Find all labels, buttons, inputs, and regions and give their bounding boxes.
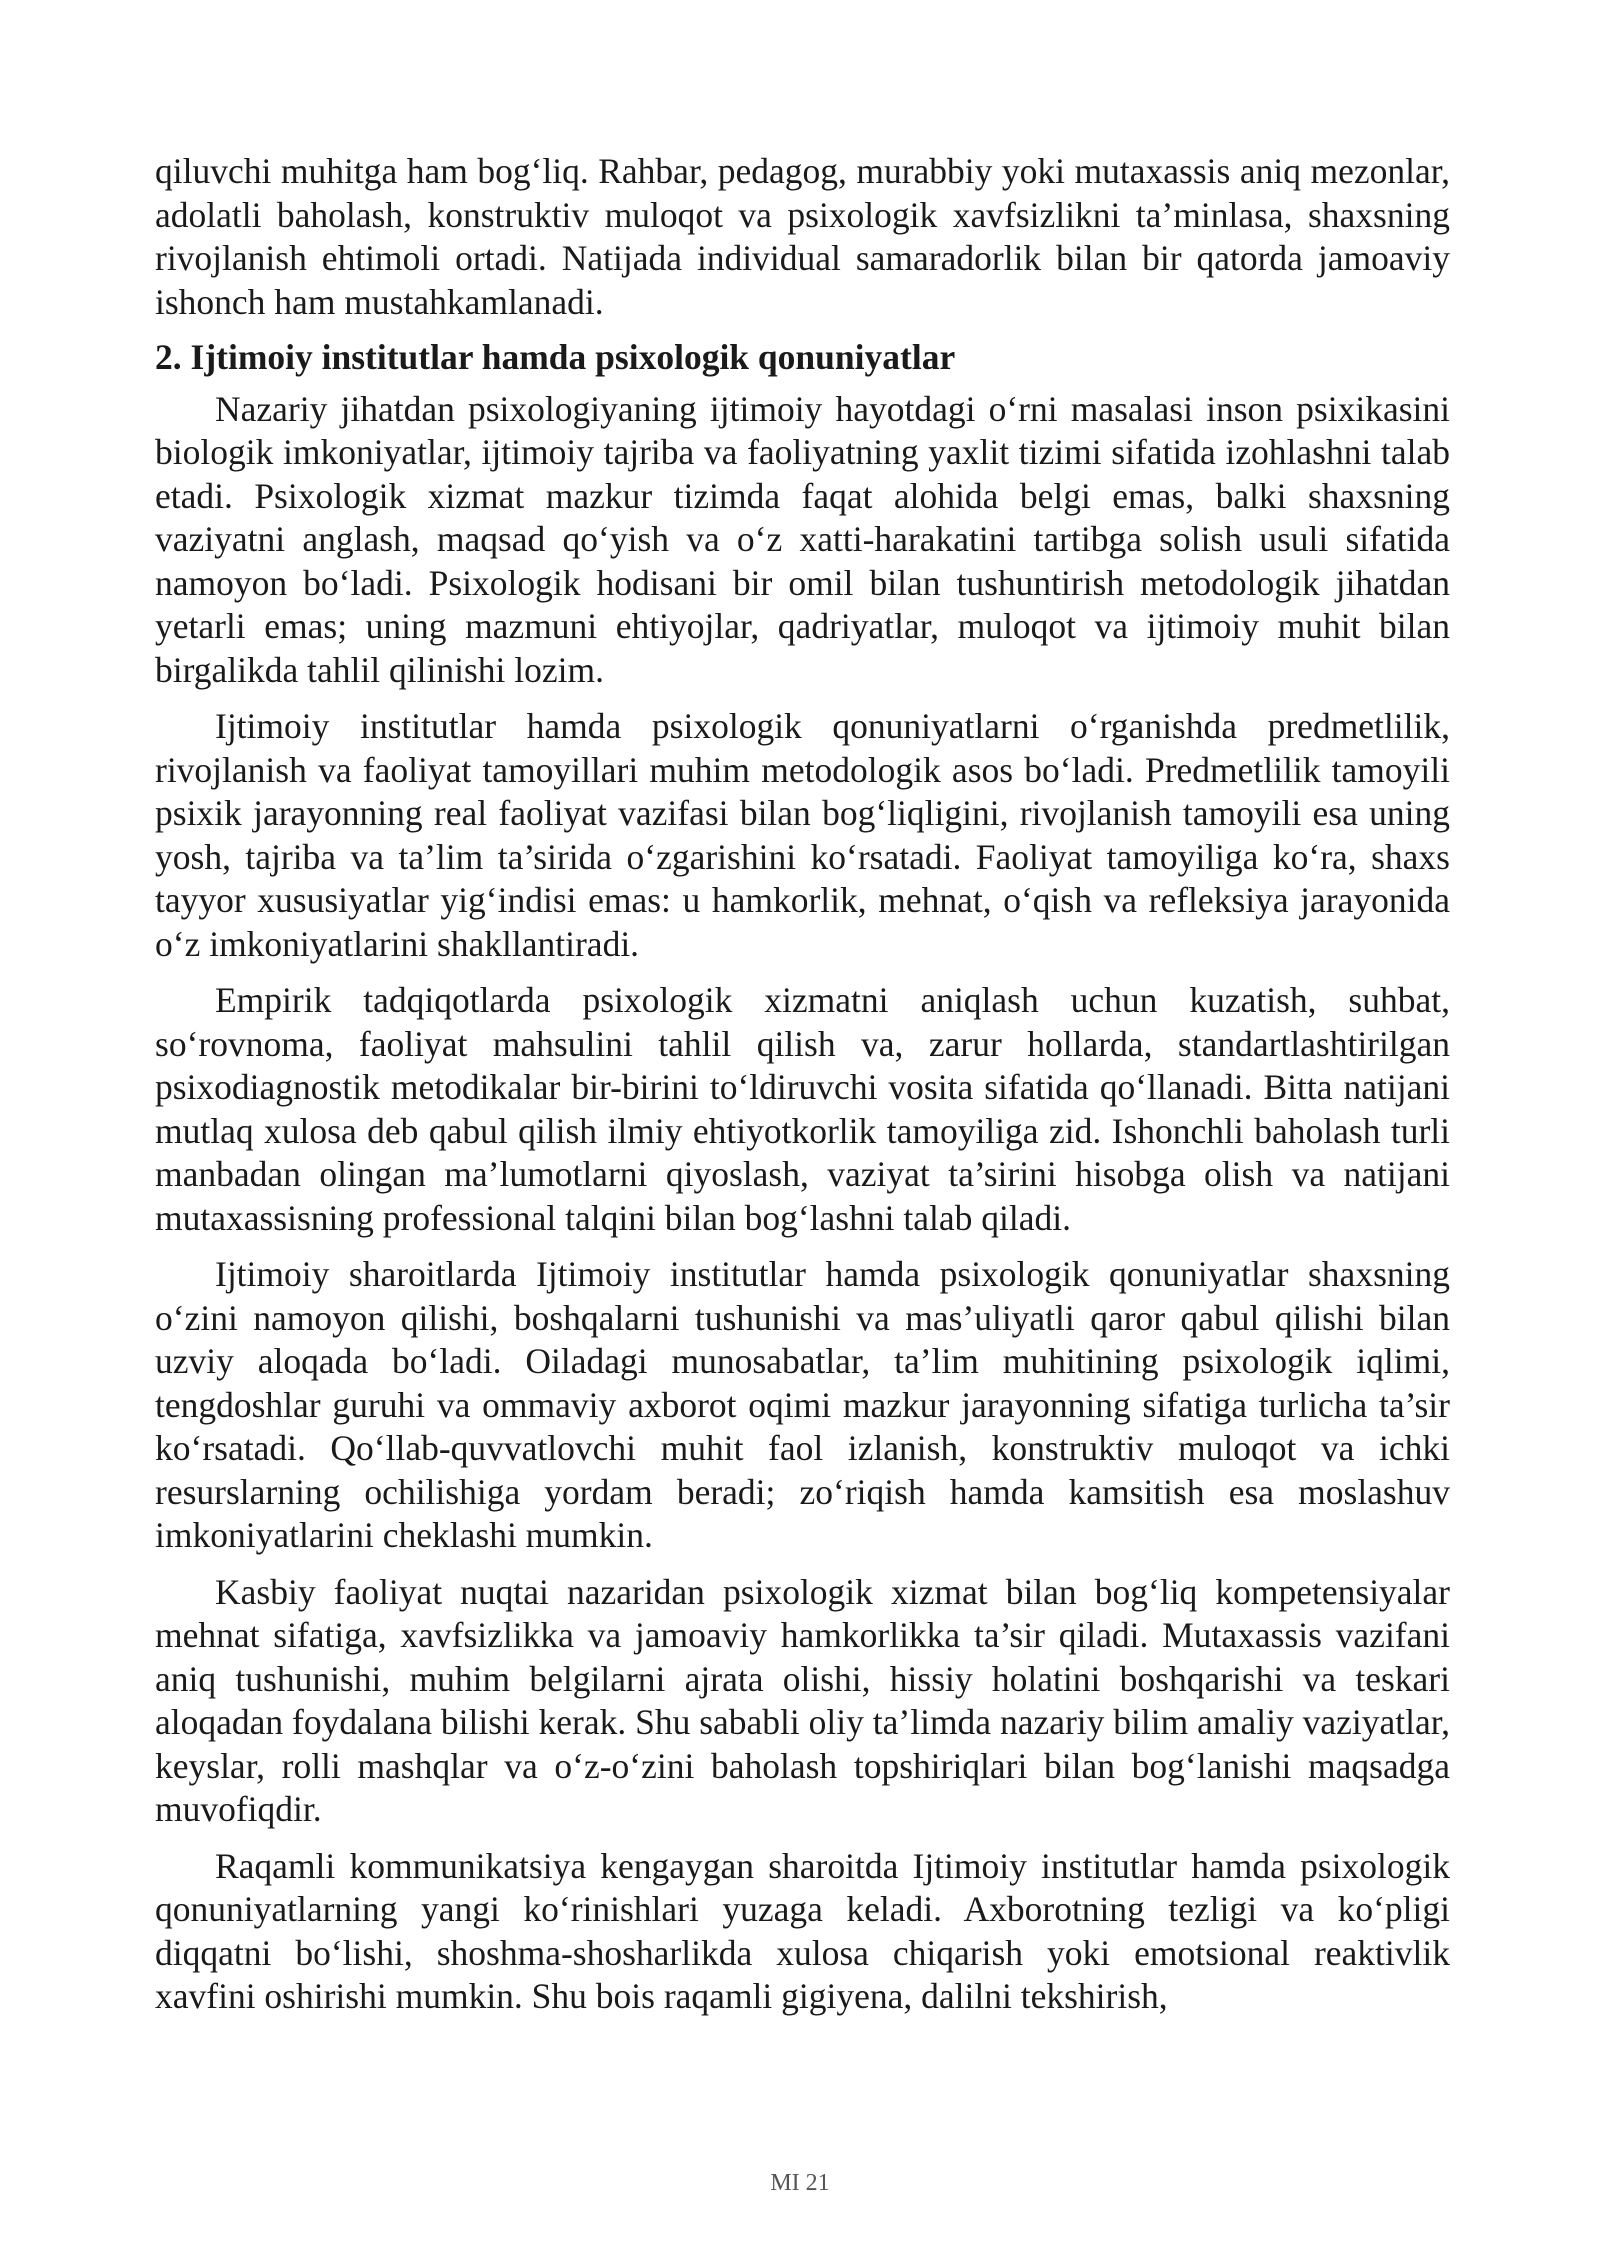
section-heading: 2. Ijtimoiy institutlar hamda psixologik qonuniyatlar bbox=[155, 337, 956, 377]
body-paragraph: Ijtimoiy institutlar hamda psixologik qonuniyatlarni o‘rganishda predmetlilik, rivojlanish va faoliyat tamoyillari muhim metodologik asos bo‘ladi. Predmetlilik tamoyili psixik jarayonning real faoliyat vazifasi bilan bog‘liqligini, rivojlanish tamoyili esa uning yosh, tajriba va ta’lim ta’sirida o‘zgarishini ko‘rsatadi. Faoliyat tamoyiliga ko‘ra, shaxs tayyor xususiyatlar yig‘indisi emas: u hamkorlik, mehnat, o‘qish va refleksiya jarayonida o‘z imkoniyatlarini shakllantiradi. bbox=[155, 706, 1450, 964]
page-body bbox=[155, 150, 1450, 2019]
continuation-paragraph: qiluvchi muhitga ham bog‘liq. Rahbar, pedagog, murabbiy yoki mutaxassis aniq mezonlar, adolatli baholash, konstruktiv muloqot va psixologik xavfsizlikni ta’minlasa, shaxsning rivojlanish ehtimoli ortadi. Natijada individual samaradorlik bilan bir qatorda jamoaviy ishonch ham mustahkamlanadi. bbox=[155, 151, 1450, 322]
body-paragraph: Kasbiy faoliyat nuqtai nazaridan psixologik xizmat bilan bog‘liq kompetensiyalar mehnat sifatiga, xavfsizlikka va jamoaviy hamkorlikka ta’sir qiladi. Mutaxassis vazifani aniq tushunishi, muhim belgilarni ajrata olishi, hissiy holatini boshqarishi va teskari aloqadan foydalana bilishi kerak. Shu sababli oliy ta’limda nazariy bilim amaliy vaziyatlar, keyslar, rolli mashqlar va o‘z-o‘zini baholash topshiriqlari bilan bog‘lanishi maqsadga muvofiqdir. bbox=[155, 1571, 1450, 1829]
body-paragraph: Raqamli kommunikatsiya kengaygan sharoitda Ijtimoiy institutlar hamda psixologik qonuniyatlarning yangi ko‘rinishlari yuzaga keladi. Axborotning tezligi va ko‘pligi diqqatni bo‘lishi, shoshma-shosharlikda xulosa chiqarish yoki emotsional reaktivlik xavfini oshirishi mumkin. Shu bois raqamli gigiyena, dalilni tekshirish, bbox=[155, 1845, 1450, 2016]
body-paragraph: Ijtimoiy sharoitlarda Ijtimoiy institutlar hamda psixologik qonuniyatlar shaxsning o‘zini namoyon qilishi, boshqalarni tushunishi va mas’uliyatli qaror qabul qilishi bilan uzviy aloqada bo‘ladi. Oiladagi munosabatlar, ta’lim muhitining psixologik iqlimi, tengdoshlar guruhi va ommaviy axborot oqimi mazkur jarayonning sifatiga turlicha ta’sir ko‘rsatadi. Qo‘llab-quvvatlovchi muhit faol izlanish, konstruktiv muloqot va ichki resurslarning ochilishiga yordam beradi; zo‘riqish hamda kamsitish esa moslashuv imkoniyatlarini cheklashi mumkin. bbox=[155, 1254, 1450, 1555]
body-paragraph: Nazariy jihatdan psixologiyaning ijtimoiy hayotdagi o‘rni masalasi inson psixikasini biologik imkoniyatlar, ijtimoiy tajriba va faoliyatning yaxlit tizimi sifatida izohlashni talab etadi. Psixologik xizmat mazkur tizimda faqat alohida belgi emas, balki shaxsning vaziyatni anglash, maqsad qo‘yish va o‘z xatti-harakatini tartibga solish usuli sifatida namoyon bo‘ladi. Psixologik hodisani bir omil bilan tushuntirish metodologik jihatdan yetarli emas; uning mazmuni ehtiyojlar, qadriyatlar, muloqot va ijtimoiy muhit bilan birgalikda tahlil qilinishi lozim. bbox=[155, 388, 1450, 690]
body-paragraph: Empirik tadqiqotlarda psixologik xizmatni aniqlash uchun kuzatish, suhbat, so‘rovnoma, faoliyat mahsulini tahlil qilish va, zarur hollarda, standartlashtirilgan psixodiagnostik metodikalar bir-birini to‘ldiruvchi vosita sifatida qo‘llanadi. Bitta natijani mutlaq xulosa deb qabul qilish ilmiy ehtiyotkorlik tamoyiliga zid. Ishonchli baholash turli manbadan olingan ma’lumotlarni qiyoslash, vaziyat ta’sirini hisobga olish va natijani mutaxassisning professional talqini bilan bog‘lashni talab qiladi. bbox=[155, 980, 1450, 1238]
page-number: MI 21 bbox=[770, 2170, 830, 2196]
